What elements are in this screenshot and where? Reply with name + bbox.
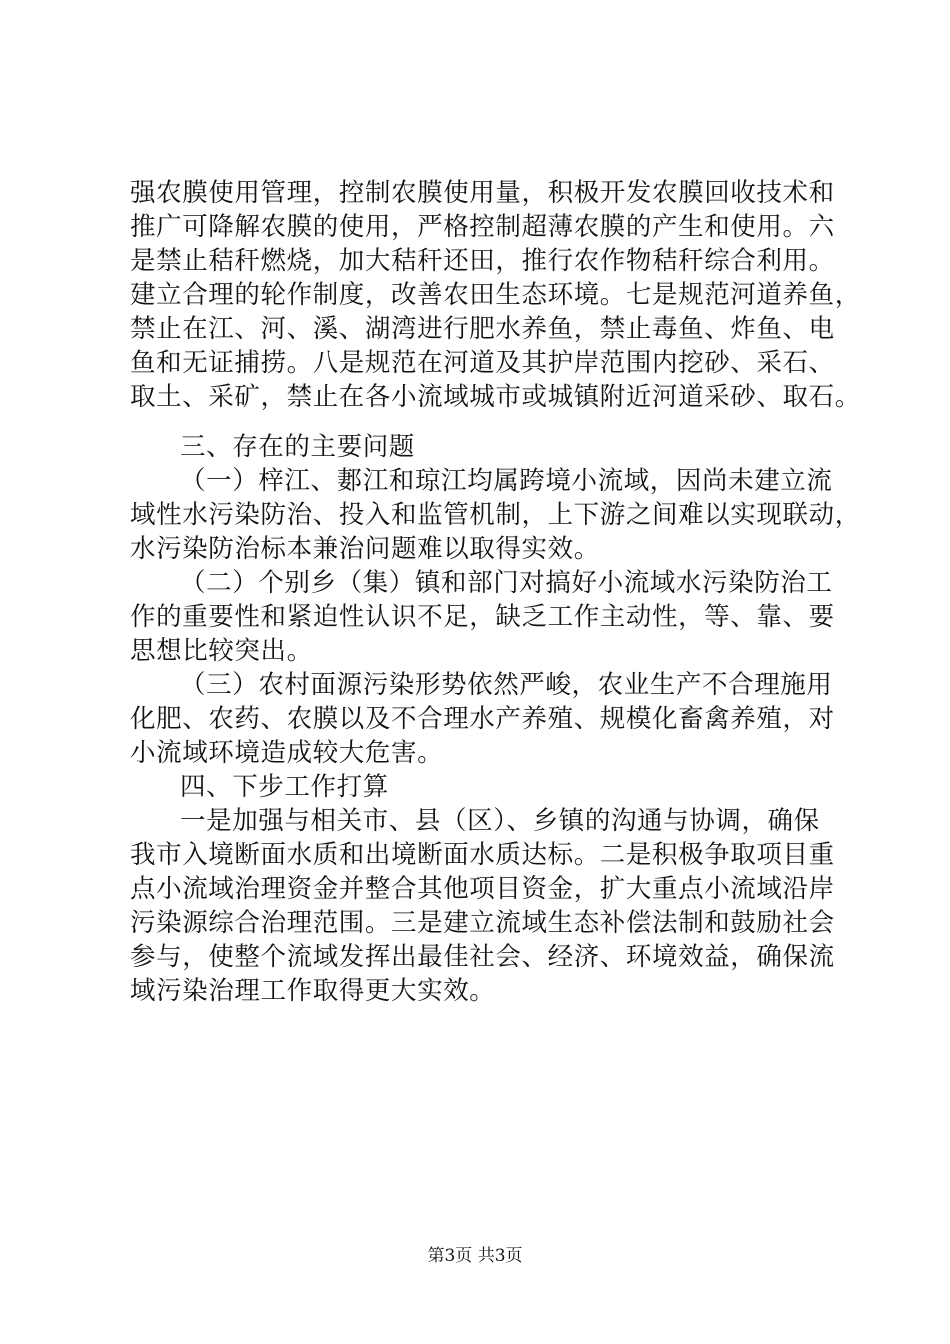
- section-heading-3: 三、存在的主要问题: [180, 432, 415, 462]
- paragraph-line: 是禁止秸秆燃烧，加大秸秆还田，推行农作物秸秆综合利用。: [130, 246, 835, 276]
- paragraph-line: （二）个别乡（集）镇和部门对搞好小流域水污染防治工: [180, 568, 833, 598]
- paragraph-line: 推广可降解农膜的使用，严格控制超薄农膜的产生和使用。六: [130, 212, 835, 242]
- paragraph-line: （一）梓江、郪江和琼江均属跨境小流域，因尚未建立流: [180, 466, 833, 496]
- paragraph-line: （三）农村面源污染形势依然严峻，农业生产不合理施用: [180, 670, 833, 700]
- paragraph-line: 我市入境断面水质和出境断面水质达标。二是积极争取项目重: [130, 840, 835, 870]
- paragraph-line: 域污染治理工作取得更大实效。: [130, 976, 496, 1006]
- paragraph-line: 域性水污染防治、投入和监管机制，上下游之间难以实现联动，: [130, 500, 861, 530]
- paragraph-line: 思想比较突出。: [130, 636, 313, 666]
- paragraph-line: 取土、采矿，禁止在各小流域城市或城镇附近河道采砂、取石。: [130, 382, 861, 412]
- paragraph-line: 建立合理的轮作制度，改善农田生态环境。七是规范河道养鱼，: [130, 280, 861, 310]
- section-heading-4: 四、下步工作打算: [180, 772, 389, 802]
- paragraph-line: 参与，使整个流域发挥出最佳社会、经济、环境效益，确保流: [130, 942, 835, 972]
- paragraph-line: 小流域环境造成较大危害。: [130, 738, 444, 768]
- paragraph-line: 作的重要性和紧迫性认识不足，缺乏工作主动性，等、靠、要: [130, 602, 835, 632]
- paragraph-line: 禁止在江、河、溪、湖湾进行肥水养鱼，禁止毒鱼、炸鱼、电: [130, 314, 835, 344]
- page-number-footer: 第3页 共3页: [427, 1246, 523, 1266]
- paragraph-line: 水污染防治标本兼治问题难以取得实效。: [130, 534, 600, 564]
- paragraph-line: 污染源综合治理范围。三是建立流域生态补偿法制和鼓励社会: [130, 908, 835, 938]
- paragraph-line: 强农膜使用管理，控制农膜使用量，积极开发农膜回收技术和: [130, 178, 835, 208]
- paragraph-line: 点小流域治理资金并整合其他项目资金，扩大重点小流域沿岸: [130, 874, 835, 904]
- paragraph-line: 化肥、农药、农膜以及不合理水产养殖、规模化畜禽养殖，对: [130, 704, 835, 734]
- paragraph-line: 一是加强与相关市、县（区）、乡镇的沟通与协调，确保: [180, 806, 820, 836]
- paragraph-line: 鱼和无证捕捞。八是规范在河道及其护岸范围内挖砂、采石、: [130, 348, 835, 378]
